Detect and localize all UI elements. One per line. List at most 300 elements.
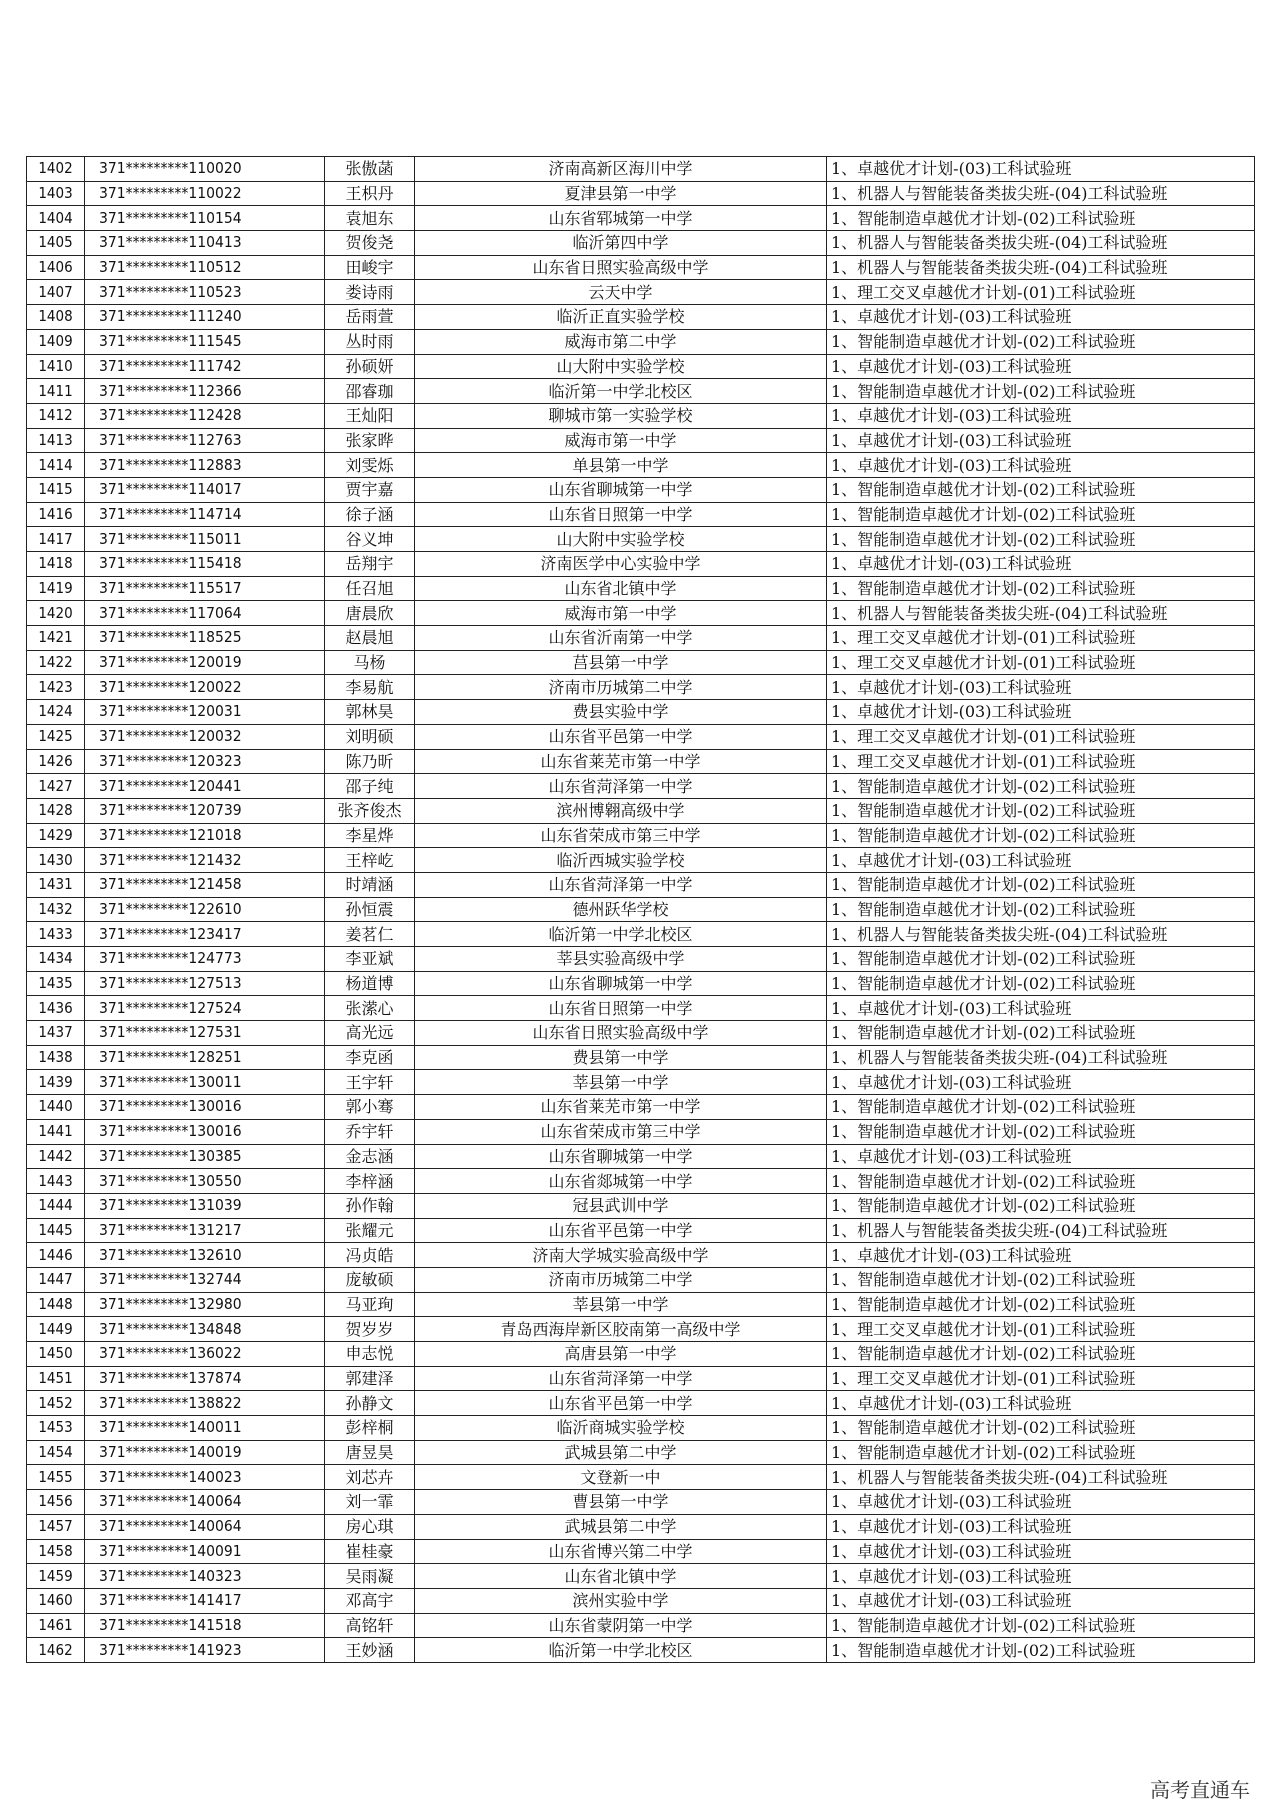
major-cell: 1、智能制造卓越优才计划-(02)工科试验班 [827, 774, 1255, 799]
major-cell: 1、卓越优才计划-(03)工科试验班 [827, 848, 1255, 873]
school-cell: 山东省郓城第一中学 [415, 206, 827, 231]
exam-id-cell: 371*********115517 [85, 576, 325, 601]
school-cell: 莘县实验高级中学 [415, 947, 827, 972]
major-cell: 1、智能制造卓越优才计划-(02)工科试验班 [827, 971, 1255, 996]
exam-id-cell: 371*********130011 [85, 1070, 325, 1095]
major-cell: 1、卓越优才计划-(03)工科试验班 [827, 700, 1255, 725]
school-cell: 济南大学城实验高级中学 [415, 1243, 827, 1268]
school-cell: 山东省日照实验高级中学 [415, 255, 827, 280]
seq-cell: 1425 [27, 724, 85, 749]
major-cell: 1、机器人与智能装备类拔尖班-(04)工科试验班 [827, 181, 1255, 206]
table-row [27, 527, 1255, 552]
name-cell: 王妙涵 [325, 1638, 415, 1663]
name-cell: 王枳丹 [325, 181, 415, 206]
school-cell: 威海市第一中学 [415, 601, 827, 626]
major-cell: 1、智能制造卓越优才计划-(02)工科试验班 [827, 1095, 1255, 1120]
name-cell: 彭梓桐 [325, 1416, 415, 1441]
seq-cell: 1441 [27, 1119, 85, 1144]
school-cell: 费县实验中学 [415, 700, 827, 725]
school-cell: 山东省聊城第一中学 [415, 971, 827, 996]
table-row [27, 1317, 1255, 1342]
exam-id-cell: 371*********140323 [85, 1564, 325, 1589]
table-row [27, 1564, 1255, 1589]
school-cell: 山东省郯城第一中学 [415, 1169, 827, 1194]
name-cell: 吴雨凝 [325, 1564, 415, 1589]
table-row [27, 947, 1255, 972]
exam-id-cell: 371*********112428 [85, 403, 325, 428]
exam-id-cell: 371*********111742 [85, 354, 325, 379]
table-row [27, 1045, 1255, 1070]
exam-id-cell: 371*********141518 [85, 1613, 325, 1638]
major-cell: 1、卓越优才计划-(03)工科试验班 [827, 1539, 1255, 1564]
major-cell: 1、理工交叉卓越优才计划-(01)工科试验班 [827, 650, 1255, 675]
exam-id-cell: 371*********127513 [85, 971, 325, 996]
school-cell: 高唐县第一中学 [415, 1342, 827, 1367]
exam-id-cell: 371*********137874 [85, 1366, 325, 1391]
major-cell: 1、智能制造卓越优才计划-(02)工科试验班 [827, 1267, 1255, 1292]
school-cell: 山东省聊城第一中学 [415, 477, 827, 502]
exam-id-cell: 371*********141923 [85, 1638, 325, 1663]
name-cell: 房心琪 [325, 1514, 415, 1539]
table-row [27, 280, 1255, 305]
exam-id-cell: 371*********120032 [85, 724, 325, 749]
major-cell: 1、智能制造卓越优才计划-(02)工科试验班 [827, 872, 1255, 897]
seq-cell: 1433 [27, 922, 85, 947]
name-cell: 崔桂豪 [325, 1539, 415, 1564]
seq-cell: 1424 [27, 700, 85, 725]
major-cell: 1、智能制造卓越优才计划-(02)工科试验班 [827, 1416, 1255, 1441]
seq-cell: 1432 [27, 897, 85, 922]
name-cell: 庞敏硕 [325, 1267, 415, 1292]
school-cell: 威海市第一中学 [415, 428, 827, 453]
name-cell: 贺岁岁 [325, 1317, 415, 1342]
major-cell: 1、卓越优才计划-(03)工科试验班 [827, 1070, 1255, 1095]
table-row [27, 872, 1255, 897]
major-cell: 1、智能制造卓越优才计划-(02)工科试验班 [827, 1119, 1255, 1144]
table-row [27, 922, 1255, 947]
major-cell: 1、理工交叉卓越优才计划-(01)工科试验班 [827, 724, 1255, 749]
seq-cell: 1415 [27, 477, 85, 502]
major-cell: 1、机器人与智能装备类拔尖班-(04)工科试验班 [827, 601, 1255, 626]
exam-id-cell: 371*********121018 [85, 823, 325, 848]
major-cell: 1、智能制造卓越优才计划-(02)工科试验班 [827, 576, 1255, 601]
name-cell: 张耀元 [325, 1218, 415, 1243]
exam-id-cell: 371*********121432 [85, 848, 325, 873]
major-cell: 1、卓越优才计划-(03)工科试验班 [827, 403, 1255, 428]
exam-id-cell: 371*********120031 [85, 700, 325, 725]
exam-id-cell: 371*********114714 [85, 502, 325, 527]
table-row [27, 971, 1255, 996]
seq-cell: 1421 [27, 626, 85, 651]
table-row [27, 848, 1255, 873]
school-cell: 临沂第四中学 [415, 231, 827, 256]
major-cell: 1、理工交叉卓越优才计划-(01)工科试验班 [827, 749, 1255, 774]
table-row [27, 1342, 1255, 1367]
school-cell: 临沂西城实验学校 [415, 848, 827, 873]
exam-id-cell: 371*********140064 [85, 1514, 325, 1539]
seq-cell: 1449 [27, 1317, 85, 1342]
seq-cell: 1439 [27, 1070, 85, 1095]
seq-cell: 1411 [27, 379, 85, 404]
name-cell: 刘芯卉 [325, 1465, 415, 1490]
school-cell: 临沂第一中学北校区 [415, 922, 827, 947]
exam-id-cell: 371*********123417 [85, 922, 325, 947]
name-cell: 岳雨萱 [325, 305, 415, 330]
major-cell: 1、卓越优才计划-(03)工科试验班 [827, 1564, 1255, 1589]
school-cell: 单县第一中学 [415, 453, 827, 478]
name-cell: 申志悦 [325, 1342, 415, 1367]
table-row [27, 798, 1255, 823]
exam-id-cell: 371*********130016 [85, 1119, 325, 1144]
seq-cell: 1423 [27, 675, 85, 700]
name-cell: 孙静文 [325, 1391, 415, 1416]
table-row [27, 774, 1255, 799]
seq-cell: 1404 [27, 206, 85, 231]
school-cell: 山东省菏泽第一中学 [415, 774, 827, 799]
major-cell: 1、机器人与智能装备类拔尖班-(04)工科试验班 [827, 255, 1255, 280]
major-cell: 1、卓越优才计划-(03)工科试验班 [827, 428, 1255, 453]
school-cell: 威海市第二中学 [415, 329, 827, 354]
school-cell: 临沂第一中学北校区 [415, 379, 827, 404]
name-cell: 岳翔宇 [325, 552, 415, 577]
exam-id-cell: 371*********130550 [85, 1169, 325, 1194]
school-cell: 临沂第一中学北校区 [415, 1638, 827, 1663]
exam-id-cell: 371*********118525 [85, 626, 325, 651]
table-row [27, 1514, 1255, 1539]
table-row [27, 1243, 1255, 1268]
school-cell: 莒县第一中学 [415, 650, 827, 675]
major-cell: 1、卓越优才计划-(03)工科试验班 [827, 1243, 1255, 1268]
seq-cell: 1453 [27, 1416, 85, 1441]
name-cell: 张傲菡 [325, 157, 415, 182]
exam-id-cell: 371*********120019 [85, 650, 325, 675]
seq-cell: 1403 [27, 181, 85, 206]
seq-cell: 1428 [27, 798, 85, 823]
exam-id-cell: 371*********111240 [85, 305, 325, 330]
name-cell: 郭林昊 [325, 700, 415, 725]
major-cell: 1、卓越优才计划-(03)工科试验班 [827, 1490, 1255, 1515]
seq-cell: 1437 [27, 1021, 85, 1046]
major-cell: 1、智能制造卓越优才计划-(02)工科试验班 [827, 823, 1255, 848]
name-cell: 娄诗雨 [325, 280, 415, 305]
table-row [27, 354, 1255, 379]
name-cell: 徐子涵 [325, 502, 415, 527]
seq-cell: 1418 [27, 552, 85, 577]
name-cell: 张齐俊杰 [325, 798, 415, 823]
major-cell: 1、智能制造卓越优才计划-(02)工科试验班 [827, 1169, 1255, 1194]
school-cell: 山东省平邑第一中学 [415, 1218, 827, 1243]
exam-id-cell: 371*********140011 [85, 1416, 325, 1441]
seq-cell: 1451 [27, 1366, 85, 1391]
exam-id-cell: 371*********130385 [85, 1144, 325, 1169]
name-cell: 贾宇嘉 [325, 477, 415, 502]
school-cell: 山东省平邑第一中学 [415, 724, 827, 749]
name-cell: 张潆心 [325, 996, 415, 1021]
school-cell: 山东省莱芜市第一中学 [415, 1095, 827, 1120]
name-cell: 谷义坤 [325, 527, 415, 552]
exam-id-cell: 371*********112883 [85, 453, 325, 478]
table-row [27, 823, 1255, 848]
school-cell: 山东省平邑第一中学 [415, 1391, 827, 1416]
name-cell: 孙恒震 [325, 897, 415, 922]
seq-cell: 1446 [27, 1243, 85, 1268]
table-row [27, 576, 1255, 601]
major-cell: 1、理工交叉卓越优才计划-(01)工科试验班 [827, 280, 1255, 305]
seq-cell: 1462 [27, 1638, 85, 1663]
name-cell: 马亚珣 [325, 1292, 415, 1317]
table-row [27, 1366, 1255, 1391]
name-cell: 王宇轩 [325, 1070, 415, 1095]
table-row [27, 1440, 1255, 1465]
table-row [27, 1613, 1255, 1638]
major-cell: 1、机器人与智能装备类拔尖班-(04)工科试验班 [827, 1045, 1255, 1070]
exam-id-cell: 371*********115418 [85, 552, 325, 577]
school-cell: 山东省蒙阴第一中学 [415, 1613, 827, 1638]
seq-cell: 1448 [27, 1292, 85, 1317]
school-cell: 山东省日照第一中学 [415, 996, 827, 1021]
major-cell: 1、卓越优才计划-(03)工科试验班 [827, 1588, 1255, 1613]
exam-id-cell: 371*********110413 [85, 231, 325, 256]
table-row [27, 1539, 1255, 1564]
school-cell: 云天中学 [415, 280, 827, 305]
name-cell: 袁旭东 [325, 206, 415, 231]
table-row [27, 552, 1255, 577]
table-row [27, 601, 1255, 626]
school-cell: 武城县第二中学 [415, 1440, 827, 1465]
name-cell: 杨道博 [325, 971, 415, 996]
exam-id-cell: 371*********140019 [85, 1440, 325, 1465]
name-cell: 马杨 [325, 650, 415, 675]
school-cell: 聊城市第一实验学校 [415, 403, 827, 428]
table-row [27, 305, 1255, 330]
major-cell: 1、智能制造卓越优才计划-(02)工科试验班 [827, 329, 1255, 354]
seq-cell: 1429 [27, 823, 85, 848]
exam-id-cell: 371*********132610 [85, 1243, 325, 1268]
table-row [27, 428, 1255, 453]
exam-id-cell: 371*********110523 [85, 280, 325, 305]
name-cell: 陈乃昕 [325, 749, 415, 774]
table-row [27, 329, 1255, 354]
school-cell: 济南市历城第二中学 [415, 1267, 827, 1292]
seq-cell: 1445 [27, 1218, 85, 1243]
seq-cell: 1444 [27, 1193, 85, 1218]
name-cell: 唐晨欣 [325, 601, 415, 626]
seq-cell: 1450 [27, 1342, 85, 1367]
seq-cell: 1412 [27, 403, 85, 428]
school-cell: 费县第一中学 [415, 1045, 827, 1070]
major-cell: 1、智能制造卓越优才计划-(02)工科试验班 [827, 1342, 1255, 1367]
watermark-text: 高考直通车 [1150, 1778, 1250, 1802]
school-cell: 山东省北镇中学 [415, 1564, 827, 1589]
exam-id-cell: 371*********134848 [85, 1317, 325, 1342]
major-cell: 1、智能制造卓越优才计划-(02)工科试验班 [827, 1613, 1255, 1638]
major-cell: 1、智能制造卓越优才计划-(02)工科试验班 [827, 527, 1255, 552]
school-cell: 山东省莱芜市第一中学 [415, 749, 827, 774]
major-cell: 1、卓越优才计划-(03)工科试验班 [827, 1144, 1255, 1169]
major-cell: 1、智能制造卓越优才计划-(02)工科试验班 [827, 1021, 1255, 1046]
table-row [27, 1144, 1255, 1169]
school-cell: 临沂正直实验学校 [415, 305, 827, 330]
exam-id-cell: 371*********132980 [85, 1292, 325, 1317]
name-cell: 李星烨 [325, 823, 415, 848]
name-cell: 金志涵 [325, 1144, 415, 1169]
seq-cell: 1459 [27, 1564, 85, 1589]
school-cell: 山东省菏泽第一中学 [415, 872, 827, 897]
exam-id-cell: 371*********112763 [85, 428, 325, 453]
exam-id-cell: 371*********120323 [85, 749, 325, 774]
school-cell: 武城县第二中学 [415, 1514, 827, 1539]
name-cell: 乔宇轩 [325, 1119, 415, 1144]
name-cell: 张家晔 [325, 428, 415, 453]
name-cell: 李易航 [325, 675, 415, 700]
major-cell: 1、卓越优才计划-(03)工科试验班 [827, 996, 1255, 1021]
name-cell: 高光远 [325, 1021, 415, 1046]
name-cell: 刘雯烁 [325, 453, 415, 478]
school-cell: 滨州实验中学 [415, 1588, 827, 1613]
seq-cell: 1417 [27, 527, 85, 552]
school-cell: 济南医学中心实验中学 [415, 552, 827, 577]
name-cell: 孙硕妍 [325, 354, 415, 379]
table-row [27, 675, 1255, 700]
name-cell: 时靖涵 [325, 872, 415, 897]
table-row [27, 255, 1255, 280]
seq-cell: 1410 [27, 354, 85, 379]
seq-cell: 1440 [27, 1095, 85, 1120]
exam-id-cell: 371*********122610 [85, 897, 325, 922]
seq-cell: 1402 [27, 157, 85, 182]
name-cell: 冯贞皓 [325, 1243, 415, 1268]
exam-id-cell: 371*********110154 [85, 206, 325, 231]
exam-id-cell: 371*********132744 [85, 1267, 325, 1292]
school-cell: 山大附中实验学校 [415, 527, 827, 552]
major-cell: 1、智能制造卓越优才计划-(02)工科试验班 [827, 897, 1255, 922]
table-row [27, 477, 1255, 502]
table-row [27, 379, 1255, 404]
table-row [27, 206, 1255, 231]
major-cell: 1、智能制造卓越优才计划-(02)工科试验班 [827, 206, 1255, 231]
name-cell: 贺俊尧 [325, 231, 415, 256]
name-cell: 邵睿珈 [325, 379, 415, 404]
school-cell: 德州跃华学校 [415, 897, 827, 922]
exam-id-cell: 371*********131217 [85, 1218, 325, 1243]
major-cell: 1、理工交叉卓越优才计划-(01)工科试验班 [827, 626, 1255, 651]
table-row [27, 1119, 1255, 1144]
seq-cell: 1419 [27, 576, 85, 601]
table-row [27, 1021, 1255, 1046]
seq-cell: 1443 [27, 1169, 85, 1194]
seq-cell: 1413 [27, 428, 85, 453]
major-cell: 1、机器人与智能装备类拔尖班-(04)工科试验班 [827, 1218, 1255, 1243]
major-cell: 1、卓越优才计划-(03)工科试验班 [827, 1391, 1255, 1416]
exam-id-cell: 371*********140023 [85, 1465, 325, 1490]
seq-cell: 1422 [27, 650, 85, 675]
table-row [27, 996, 1255, 1021]
exam-id-cell: 371*********136022 [85, 1342, 325, 1367]
table-row [27, 749, 1255, 774]
name-cell: 王梓屹 [325, 848, 415, 873]
exam-id-cell: 371*********138822 [85, 1391, 325, 1416]
school-cell: 临沂商城实验学校 [415, 1416, 827, 1441]
exam-id-cell: 371*********141417 [85, 1588, 325, 1613]
school-cell: 山东省日照实验高级中学 [415, 1021, 827, 1046]
exam-id-cell: 371*********110022 [85, 181, 325, 206]
major-cell: 1、卓越优才计划-(03)工科试验班 [827, 305, 1255, 330]
name-cell: 丛时雨 [325, 329, 415, 354]
table-row [27, 1638, 1255, 1663]
school-cell: 曹县第一中学 [415, 1490, 827, 1515]
major-cell: 1、卓越优才计划-(03)工科试验班 [827, 354, 1255, 379]
table-row [27, 231, 1255, 256]
school-cell: 冠县武训中学 [415, 1193, 827, 1218]
exam-id-cell: 371*********128251 [85, 1045, 325, 1070]
table-row [27, 181, 1255, 206]
major-cell: 1、智能制造卓越优才计划-(02)工科试验班 [827, 502, 1255, 527]
school-cell: 山东省沂南第一中学 [415, 626, 827, 651]
major-cell: 1、智能制造卓越优才计划-(02)工科试验班 [827, 477, 1255, 502]
major-cell: 1、机器人与智能装备类拔尖班-(04)工科试验班 [827, 231, 1255, 256]
exam-id-cell: 371*********140064 [85, 1490, 325, 1515]
major-cell: 1、智能制造卓越优才计划-(02)工科试验班 [827, 379, 1255, 404]
seq-cell: 1420 [27, 601, 85, 626]
table-row [27, 897, 1255, 922]
seq-cell: 1434 [27, 947, 85, 972]
exam-id-cell: 371*********120739 [85, 798, 325, 823]
name-cell: 姜茗仁 [325, 922, 415, 947]
table-row [27, 626, 1255, 651]
seq-cell: 1457 [27, 1514, 85, 1539]
seq-cell: 1426 [27, 749, 85, 774]
table-row [27, 453, 1255, 478]
name-cell: 王灿阳 [325, 403, 415, 428]
seq-cell: 1409 [27, 329, 85, 354]
name-cell: 邓高宇 [325, 1588, 415, 1613]
exam-id-cell: 371*********110020 [85, 157, 325, 182]
exam-id-cell: 371*********114017 [85, 477, 325, 502]
table-row [27, 1416, 1255, 1441]
exam-id-cell: 371*********112366 [85, 379, 325, 404]
school-cell: 济南高新区海川中学 [415, 157, 827, 182]
seq-cell: 1408 [27, 305, 85, 330]
name-cell: 李克函 [325, 1045, 415, 1070]
seq-cell: 1414 [27, 453, 85, 478]
school-cell: 滨州博翱高级中学 [415, 798, 827, 823]
seq-cell: 1406 [27, 255, 85, 280]
school-cell: 山东省菏泽第一中学 [415, 1366, 827, 1391]
major-cell: 1、智能制造卓越优才计划-(02)工科试验班 [827, 1638, 1255, 1663]
seq-cell: 1405 [27, 231, 85, 256]
school-cell: 山东省荣成市第三中学 [415, 1119, 827, 1144]
seq-cell: 1455 [27, 1465, 85, 1490]
major-cell: 1、卓越优才计划-(03)工科试验班 [827, 675, 1255, 700]
school-cell: 莘县第一中学 [415, 1292, 827, 1317]
seq-cell: 1456 [27, 1490, 85, 1515]
table-row [27, 1465, 1255, 1490]
major-cell: 1、机器人与智能装备类拔尖班-(04)工科试验班 [827, 1465, 1255, 1490]
seq-cell: 1416 [27, 502, 85, 527]
name-cell: 李梓涵 [325, 1169, 415, 1194]
school-cell: 青岛西海岸新区胶南第一高级中学 [415, 1317, 827, 1342]
seq-cell: 1431 [27, 872, 85, 897]
major-cell: 1、智能制造卓越优才计划-(02)工科试验班 [827, 798, 1255, 823]
exam-id-cell: 371*********115011 [85, 527, 325, 552]
table-row [27, 1095, 1255, 1120]
table-row [27, 1588, 1255, 1613]
table-row [27, 1490, 1255, 1515]
exam-id-cell: 371*********120441 [85, 774, 325, 799]
seq-cell: 1430 [27, 848, 85, 873]
exam-id-cell: 371*********120022 [85, 675, 325, 700]
seq-cell: 1460 [27, 1588, 85, 1613]
